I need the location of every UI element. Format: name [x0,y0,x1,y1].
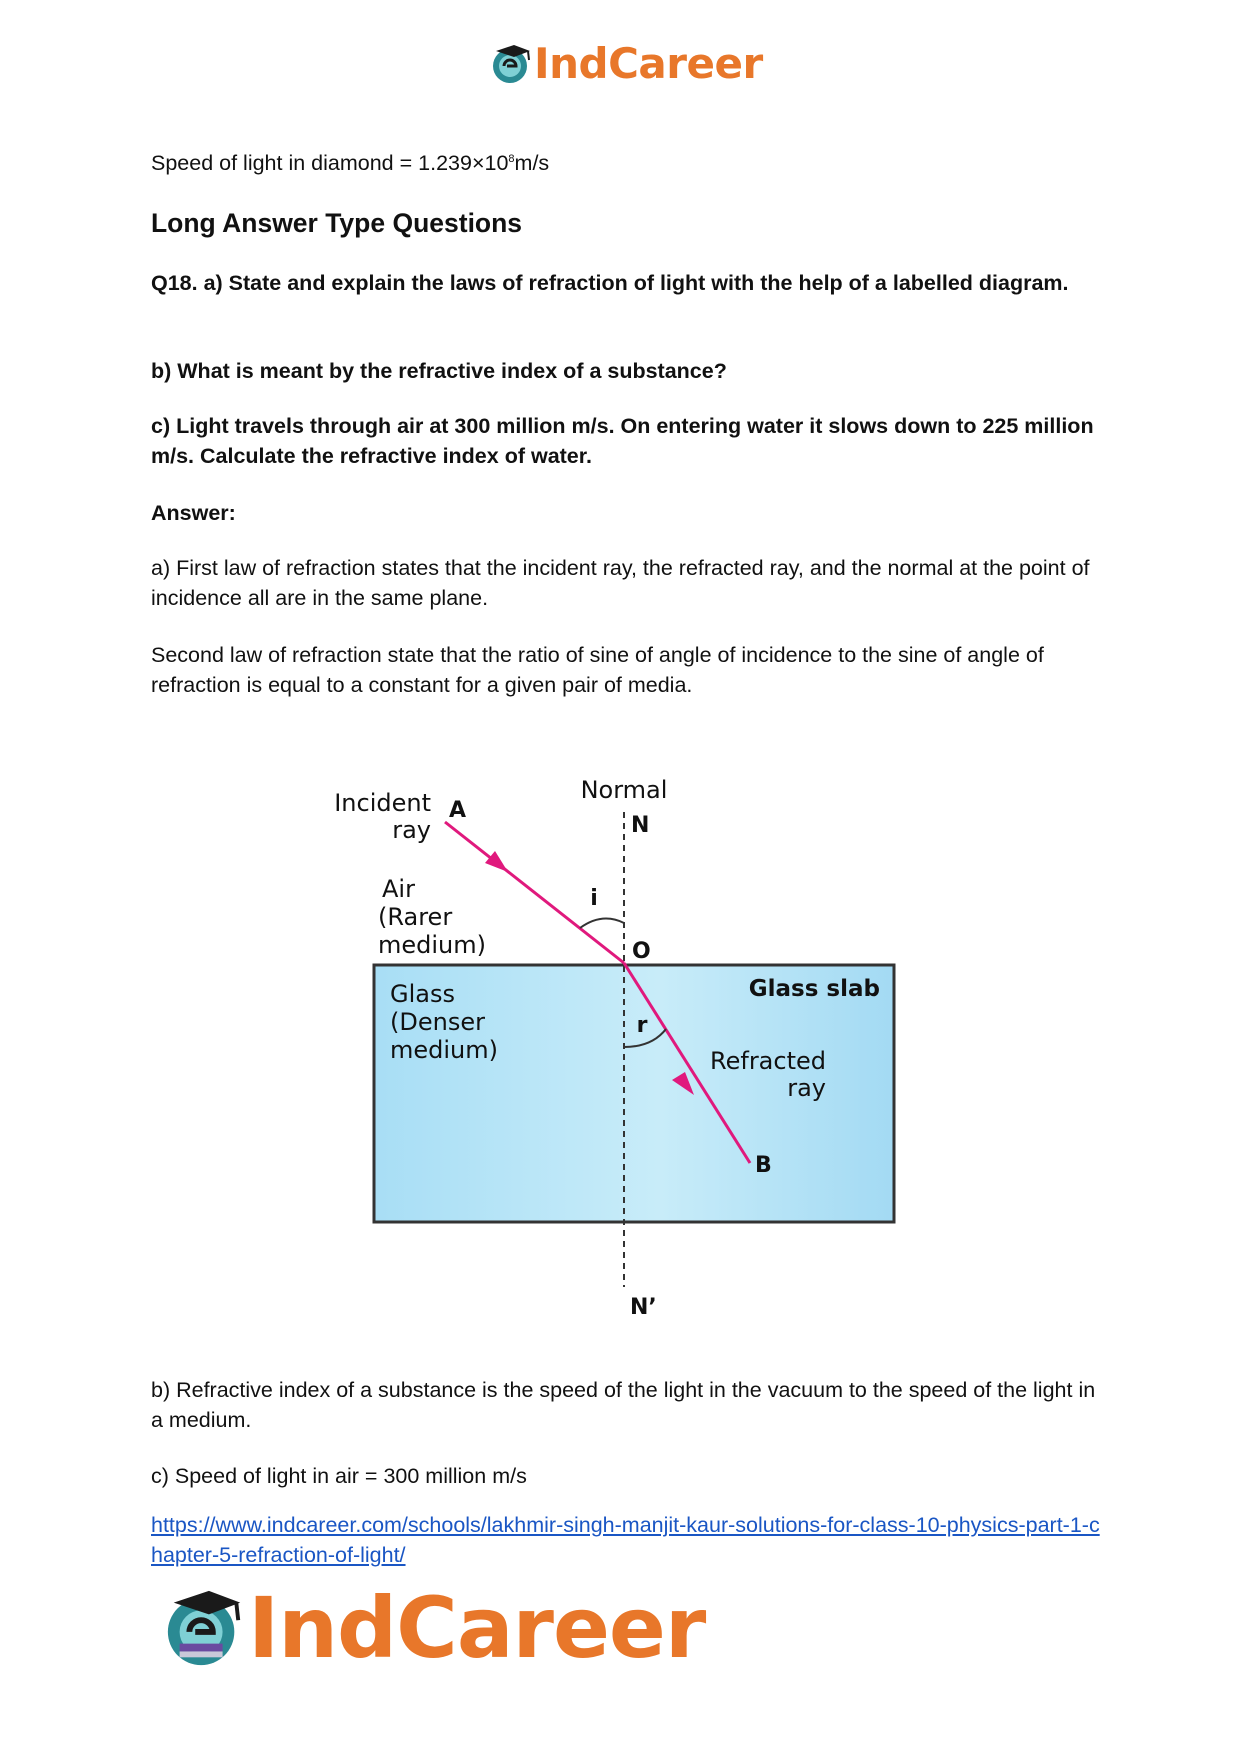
label-air-3: medium) [378,931,486,959]
label-normal: Normal [580,776,668,804]
label-n-top: N [631,813,650,838]
incident-arrowhead [485,851,508,872]
answer-label: Answer: [151,501,236,525]
answer-c: c) Speed of light in air = 300 million m/s [151,1464,527,1488]
source-link-paragraph [151,1510,1101,1570]
answer-b: b) Refractive index of a substance is the speed of the light in the vacuum to the speed of the light in a medium. [151,1378,1096,1432]
refraction-diagram [330,765,920,1325]
brand-name: IndCareer [248,1579,706,1677]
answer-a-first-law: a) First law of refraction states that the incident ray, the refracted ray, and the normal at the point of incidence all are in the same plane. [151,556,1090,610]
angle-i-arc [580,919,624,928]
graduation-globe-icon [162,1585,248,1671]
footer-logo [162,1579,706,1677]
graduation-globe-icon [490,42,534,86]
source-link[interactable]: https://www.indcareer.com/schools/lakhmir-singh-manjit-kaur-solutions-for-class-10-physics-part-1-chapter-5-refraction-of-light/ [151,1513,1100,1567]
label-glass-2: (Denser [390,1008,485,1036]
label-incident-1: Incident [334,789,431,817]
question-18c: c) Light travels through air at 300 million m/s. On entering water it slows down to 225 million m/s. Calculate the refractive index of water. [151,414,1094,468]
section-heading: Long Answer Type Questions [151,208,523,238]
label-refracted-1: Refracted [710,1047,826,1075]
speed-of-light-diamond: Speed of light in diamond = $1.239\times 10^8m/s$ [151,151,550,175]
question-18a: Q18. a) State and explain the laws of refraction of light with the help of a labelled diagram. [151,271,1069,295]
label-refracted-2: ray [787,1074,826,1102]
label-glass-slab: Glass slab [748,976,880,1002]
header-logo [490,39,763,88]
answer-a-second-law: Second law of refraction state that the ratio of sine of angle of incidence to the sine of angle of refraction is equal to a constant for a given pair of media. [151,643,1044,697]
label-angle-r: r [636,1013,648,1038]
label-point-b: B [755,1153,772,1178]
label-glass-3: medium) [390,1036,498,1064]
label-point-a: A [449,798,467,823]
brand-name: IndCareer [534,39,763,88]
label-air-2: (Rarer [378,903,453,931]
question-18b: b) What is meant by the refractive index of a substance? [151,359,727,383]
label-glass-1: Glass [390,980,455,1008]
label-incident-2: ray [392,816,431,844]
label-angle-i: i [590,886,598,911]
label-air-1: Air [382,875,415,903]
label-point-o: O [632,939,651,964]
label-n-bottom: N’ [630,1295,657,1320]
